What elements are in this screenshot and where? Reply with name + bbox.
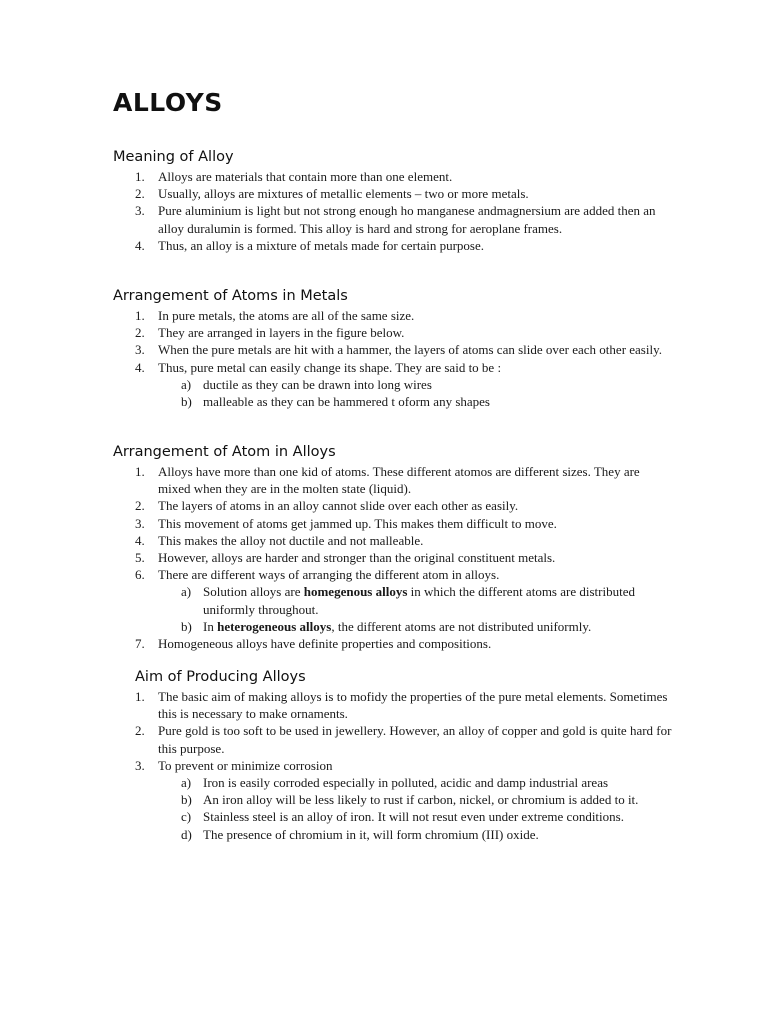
item-text: When the pure metals are hit with a hammer, the layers of atoms can slide over each other easily.: [158, 342, 662, 358]
sub-list-item: [113, 583, 673, 617]
list-item: [113, 549, 673, 566]
sub-item-text: malleable as they can be hammered t oform any shapes: [203, 394, 490, 410]
item-text: Alloys are materials that contain more than one element.: [158, 169, 453, 184]
sub-item-letter: b): [181, 394, 192, 410]
sub-item-letter: a): [181, 376, 192, 392]
section-heading: Aim of Producing Alloys: [135, 669, 306, 685]
section-meaning-of-alloy: [113, 148, 673, 254]
section-aim-of-producing-alloys: [135, 668, 675, 843]
sub-item-text: The presence of chromium in it, will form chromium (III) oxide.: [203, 826, 539, 842]
sub-item-text: Iron is easily corroded especially in polluted, acidic and damp industrial areas: [203, 775, 609, 791]
section-heading: Arrangement of Atom in Alloys: [113, 444, 336, 460]
list-item: [113, 202, 673, 236]
item-text: Usually, alloys are mixtures of metallic elements – two or more metals.: [158, 186, 529, 202]
sub-list-item: [135, 826, 675, 843]
list-item: [135, 722, 675, 756]
item-number: 4.: [135, 237, 145, 253]
sub-item-letter: b): [181, 792, 192, 808]
item-number: 2.: [135, 723, 145, 739]
list-item: [113, 635, 673, 652]
list-item: [113, 168, 673, 185]
item-text: The layers of atoms in an alloy cannot slide over each other as easily.: [158, 498, 519, 514]
sub-list-item: [135, 791, 675, 808]
item-number: 1.: [135, 689, 145, 704]
section-heading: Meaning of Alloy: [113, 149, 234, 165]
item-text: However, alloys are harder and stronger than the original constituent metals.: [158, 550, 556, 566]
sub-item-text-post: , the different atoms are not distributed uniformly.: [331, 618, 592, 634]
list-item: [113, 237, 673, 254]
item-number: 3.: [135, 757, 145, 773]
sub-item-text-post: in which the different atoms are distributed uniformly throughout.: [203, 584, 635, 617]
sub-item-letter: d): [181, 826, 192, 842]
sub-item-letter: b): [181, 618, 192, 634]
item-text: To prevent or minimize corrosion: [158, 757, 333, 773]
section-atoms-in-metals: [113, 287, 673, 410]
item-number: 4.: [135, 359, 145, 375]
section-atom-in-alloys: [113, 443, 673, 652]
sub-item-text-pre: Solution alloys are: [203, 584, 304, 600]
list-item: [113, 463, 673, 497]
list-item: [113, 515, 673, 532]
sub-item-text-pre: In: [203, 618, 218, 634]
sub-list-item: [113, 393, 673, 410]
list-item: [113, 185, 673, 202]
item-number: 2.: [135, 325, 145, 341]
item-text: Thus, an alloy is a mixture of metals made for certain purpose.: [158, 237, 484, 253]
item-text: The basic aim of making alloys is to mofidy the properties of the pure metal elements. Sometimes this is necessary to make ornaments.: [158, 689, 668, 722]
item-text: Thus, pure metal can easily change its shape. They are said to be :: [158, 359, 502, 375]
list-item: [113, 497, 673, 514]
list-item: [113, 341, 673, 358]
item-number: 3.: [135, 515, 145, 531]
item-text: This makes the alloy not ductile and not malleable.: [158, 532, 424, 548]
list-item: [113, 532, 673, 549]
item-text: Alloys have more than one kid of atoms. These different atomos are different sizes. They are mixed when they are in the molten state (liquid).: [158, 464, 640, 497]
section-heading: Arrangement of Atoms in Metals: [113, 288, 348, 304]
item-number: 4.: [135, 532, 145, 548]
sub-item-bold-term: heterogeneous alloys: [217, 618, 332, 634]
sub-item-text: An iron alloy will be less likely to rust if carbon, nickel, or chromium is added to it.: [203, 792, 639, 808]
sub-list-item: [113, 618, 673, 635]
sub-item-bold-term: homegenous alloys: [303, 584, 408, 600]
list-item: [113, 566, 673, 583]
sub-list-item: [135, 808, 675, 825]
item-text: This movement of atoms get jammed up. This makes them difficult to move.: [158, 515, 557, 531]
page-title: ALLOYS: [113, 88, 223, 117]
item-text: In pure metals, the atoms are all of the same size.: [158, 308, 415, 323]
sub-item-letter: c): [181, 809, 192, 825]
item-number: 3.: [135, 342, 145, 358]
sub-item-text: ductile as they can be drawn into long wires: [203, 376, 432, 392]
item-number: 1.: [135, 464, 145, 479]
list-item: [113, 324, 673, 341]
item-number: 7.: [135, 636, 145, 652]
item-text: Pure gold is too soft to be used in jewellery. However, an alloy of copper and gold is quite hard for this purpose.: [158, 723, 672, 756]
item-number: 2.: [135, 498, 145, 514]
list-item: [113, 359, 673, 376]
sub-item-text: Stainless steel is an alloy of iron. It will not resut even under extreme conditions.: [203, 809, 624, 825]
item-number: 1.: [135, 308, 145, 323]
list-item: [135, 757, 675, 774]
item-number: 2.: [135, 186, 145, 202]
item-text: There are different ways of arranging the different atom in alloys.: [158, 567, 500, 583]
sub-item-letter: a): [181, 775, 192, 791]
item-number: 5.: [135, 550, 145, 566]
item-number: 3.: [135, 203, 145, 219]
sub-item-letter: a): [181, 584, 192, 600]
item-text: Pure aluminium is light but not strong enough ho manganese andmagnersium are added then an alloy duralumin is formed. This alloy is hard and strong for aeroplane frames.: [158, 203, 656, 236]
list-item: [135, 688, 675, 722]
list-item: [113, 307, 673, 324]
sub-list-item: [135, 774, 675, 791]
item-text: They are arranged in layers in the figure below.: [158, 325, 405, 341]
item-number: 1.: [135, 169, 145, 184]
item-number: 6.: [135, 567, 145, 583]
sub-list-item: [113, 376, 673, 393]
item-text: Homogeneous alloys have definite properties and compositions.: [158, 636, 492, 652]
